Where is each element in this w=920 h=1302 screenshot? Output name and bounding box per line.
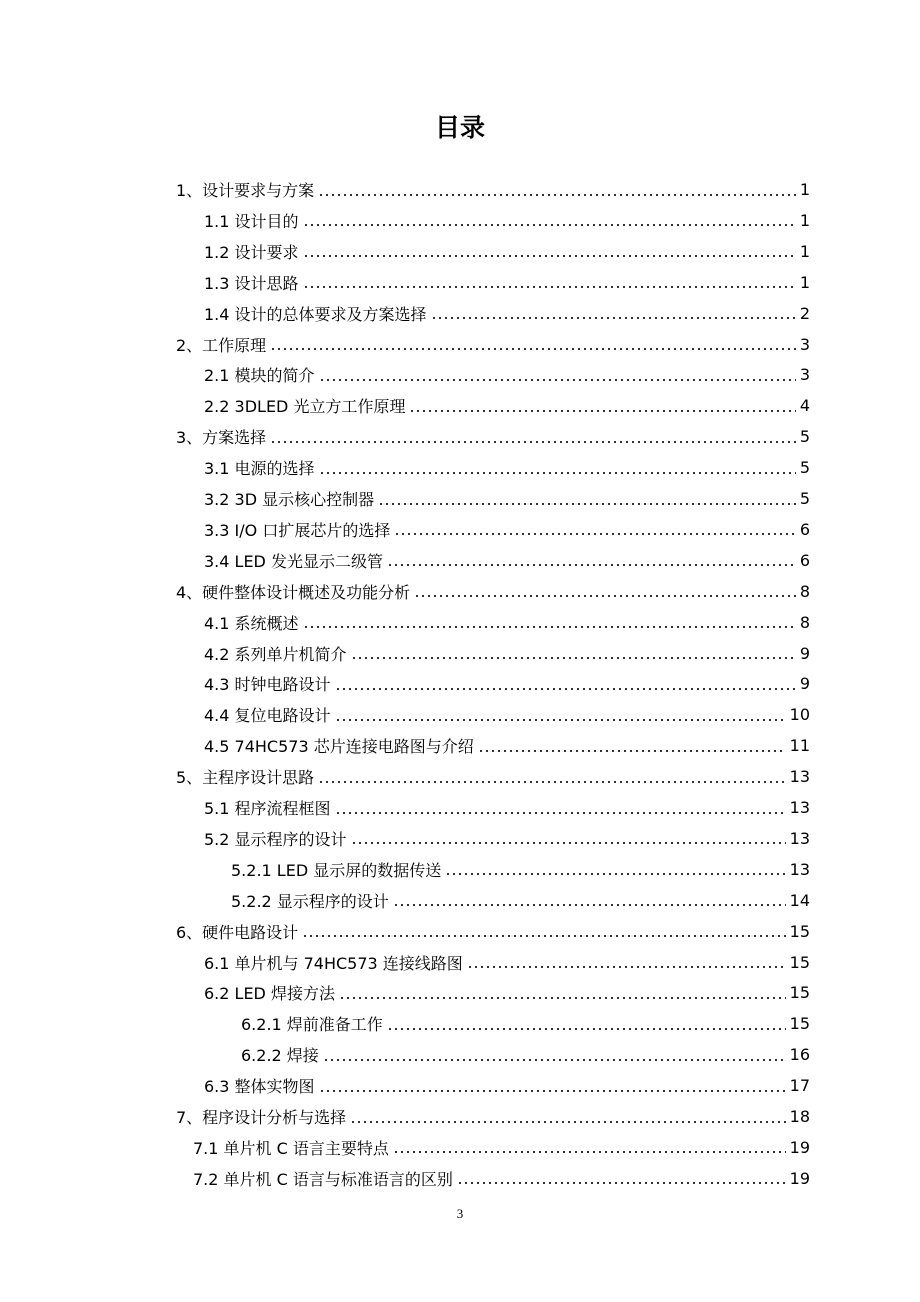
toc-entry-label: 1、设计要求与方案: [176, 181, 315, 200]
toc-entry[interactable]: [204, 452, 810, 483]
toc-entry[interactable]: [193, 1132, 810, 1163]
toc-entry-label: 2.2 3DLED 光立方工作原理: [204, 397, 406, 417]
toc-entry[interactable]: [204, 730, 810, 761]
toc-entry-page: 2: [799, 303, 810, 323]
toc-dot-leader: [339, 997, 786, 999]
toc-entry-page: 3: [799, 334, 810, 354]
toc-entry-page: 17: [789, 1076, 810, 1096]
toc-dot-leader: [303, 626, 796, 628]
toc-entry-label: 2.1 模块的简介: [204, 366, 315, 386]
toc-entry-page: 8: [799, 612, 810, 632]
toc-entry-page: 1: [799, 210, 810, 230]
toc-entry[interactable]: [204, 823, 810, 854]
toc-dot-leader: [335, 688, 796, 690]
toc-entry-page: 4: [799, 396, 810, 416]
toc-entry-label: 4.4 复位电路设计: [204, 706, 331, 726]
toc-entry[interactable]: [204, 483, 810, 514]
toc-dot-leader: [318, 781, 785, 783]
toc-entry-label: 6、硬件电路设计: [176, 922, 299, 942]
toc-entry[interactable]: [176, 421, 810, 452]
toc-entry-page: 1: [799, 272, 810, 292]
page-title: 目录: [434, 113, 485, 142]
toc-dot-leader: [303, 286, 796, 288]
toc-entry[interactable]: [204, 298, 810, 329]
toc-entry-page: 19: [789, 1137, 810, 1157]
toc-entry-label: 1.3 设计思路: [204, 273, 299, 293]
toc-entry-label: 4.1 系统概述: [204, 613, 299, 633]
toc-entry[interactable]: [176, 174, 810, 205]
toc-entry-label: 5、主程序设计思路: [176, 768, 315, 788]
toc-entry-page: 14: [789, 890, 810, 910]
toc-dot-leader: [457, 1182, 786, 1184]
toc-entry-page: 10: [789, 705, 810, 725]
toc-entry[interactable]: [176, 576, 810, 607]
toc-dot-leader: [270, 441, 796, 443]
toc-dot-leader: [303, 255, 796, 257]
toc-entry[interactable]: [176, 329, 810, 360]
toc-dot-leader: [394, 533, 795, 535]
toc-entry[interactable]: [204, 514, 810, 545]
toc-dot-leader: [409, 410, 795, 412]
toc-entry-page: 1: [799, 241, 810, 261]
toc-entry-label: 5.1 程序流程框图: [204, 799, 331, 818]
toc-dot-leader: [270, 348, 796, 350]
toc-entry-page: 5: [799, 427, 810, 447]
toc-entry-page: 13: [789, 859, 810, 879]
toc-entry-label: 4、硬件整体设计概述及功能分析: [176, 582, 411, 602]
toc-entry[interactable]: [204, 1070, 810, 1101]
toc-entry[interactable]: [204, 545, 810, 576]
toc-entry[interactable]: [241, 1008, 810, 1039]
toc-dot-leader: [318, 194, 796, 196]
toc-dot-leader: [387, 1028, 786, 1030]
toc-dot-leader: [319, 472, 796, 474]
toc-entry[interactable]: [241, 1039, 810, 1070]
toc-entry-label: 2、工作原理: [176, 335, 267, 355]
toc-entry-page: 15: [789, 1014, 810, 1034]
toc-dot-leader: [302, 935, 785, 937]
toc-entry-page: 8: [799, 581, 810, 601]
toc-entry-page: 15: [789, 921, 810, 941]
toc-dot-leader: [393, 904, 786, 906]
toc-entry[interactable]: [204, 359, 810, 390]
toc-entry-label: 3.3 I/O 口扩展芯片的选择: [204, 520, 391, 540]
toc-entry-label: 6.1 单片机与 74HC573 连接线路图: [204, 953, 463, 973]
toc-dot-leader: [319, 379, 796, 381]
toc-entry[interactable]: [204, 638, 810, 669]
toc-entry-label: 1.1 设计目的: [204, 211, 299, 231]
toc-entry[interactable]: [176, 1101, 810, 1132]
toc-entry-label: 3.1 电源的选择: [204, 459, 315, 479]
toc-dot-leader: [351, 842, 786, 844]
toc-dot-leader: [414, 595, 796, 597]
toc-entry[interactable]: [204, 390, 810, 421]
toc-entry-label: 1.2 设计要求: [204, 242, 299, 262]
toc-entry-label: 1.4 设计的总体要求及方案选择: [204, 304, 427, 324]
toc-entry[interactable]: [204, 947, 810, 978]
toc-entry-label: 3、方案选择: [176, 428, 267, 448]
toc-entry-page: 16: [789, 1045, 810, 1065]
toc-entry-label: 6.2 LED 焊接方法: [204, 984, 335, 1004]
toc-dot-leader: [351, 657, 796, 659]
toc-entry[interactable]: [204, 236, 810, 267]
toc-entry-page: 15: [789, 952, 810, 972]
toc-dot-leader: [393, 1151, 786, 1153]
toc-entry-label: 5.2.1 LED 显示屏的数据传送: [231, 860, 442, 880]
toc-dot-leader: [478, 750, 786, 752]
toc-dot-leader: [350, 1121, 785, 1123]
toc-entry[interactable]: [176, 916, 810, 947]
toc-dot-leader: [303, 224, 796, 226]
toc-dot-leader: [323, 1059, 786, 1061]
toc-entry-page: 5: [799, 458, 810, 478]
toc-entry-page: 3: [799, 365, 810, 385]
toc-dot-leader: [335, 812, 786, 814]
toc-entry-label: 4.3 时钟电路设计: [204, 675, 331, 695]
toc-dot-leader: [319, 1090, 786, 1092]
toc-entry-label: 7.1 单片机 C 语言主要特点: [193, 1138, 389, 1158]
toc-entry[interactable]: [204, 699, 810, 730]
toc-entry-page: 13: [789, 828, 810, 848]
toc-entry-label: 3.4 LED 发光显示二级管: [204, 551, 383, 571]
toc-dot-leader: [378, 503, 796, 505]
toc-entry-page: 5: [799, 489, 810, 508]
toc-dot-leader: [335, 719, 786, 721]
page-number: 3: [456, 1206, 464, 1221]
toc-entry-page: 9: [799, 674, 810, 694]
toc-entry[interactable]: [204, 668, 810, 699]
toc-entry[interactable]: [231, 854, 810, 885]
toc-entry[interactable]: [231, 885, 810, 916]
toc-dot-leader: [387, 564, 796, 566]
toc-entry-label: 7、程序设计分析与选择: [176, 1108, 347, 1127]
toc-entry-page: 13: [789, 767, 810, 787]
toc-entry-page: 6: [799, 519, 810, 539]
toc-entry[interactable]: [204, 977, 810, 1008]
toc-entry-page: 6: [799, 550, 810, 570]
toc-entry[interactable]: [204, 607, 810, 638]
toc-entry-page: 15: [789, 983, 810, 1003]
toc-entry[interactable]: [204, 205, 810, 236]
toc-entry-label: 3.2 3D 显示核心控制器: [204, 490, 375, 509]
toc-entry[interactable]: [204, 792, 810, 823]
toc-entry-label: 5.2 显示程序的设计: [204, 829, 347, 849]
toc-entry-label: 7.2 单片机 C 语言与标准语言的区别: [193, 1169, 453, 1189]
toc-dot-leader: [467, 966, 786, 968]
toc-entry-label: 6.2.1 焊前准备工作: [241, 1015, 383, 1035]
toc-entry[interactable]: [204, 267, 810, 298]
toc-dot-leader: [431, 317, 796, 319]
toc-dot-leader: [445, 873, 785, 875]
toc-entry-label: 5.2.2 显示程序的设计: [231, 891, 389, 911]
toc-entry[interactable]: [176, 761, 810, 792]
toc-entry-label: 4.2 系列单片机简介: [204, 644, 347, 664]
toc-entry-page: 9: [799, 643, 810, 663]
toc-entry-page: 1: [799, 180, 810, 199]
toc-entry-page: 18: [789, 1107, 810, 1126]
toc-entry-page: 19: [789, 1168, 810, 1188]
toc-entry-page: 13: [789, 798, 810, 817]
toc-entry[interactable]: [193, 1163, 810, 1194]
toc-entry-label: 6.2.2 焊接: [241, 1046, 319, 1066]
toc-entry-label: 4.5 74HC573 芯片连接电路图与介绍: [204, 737, 474, 757]
toc-entry-page: 11: [789, 736, 810, 756]
toc-entry-label: 6.3 整体实物图: [204, 1077, 315, 1097]
